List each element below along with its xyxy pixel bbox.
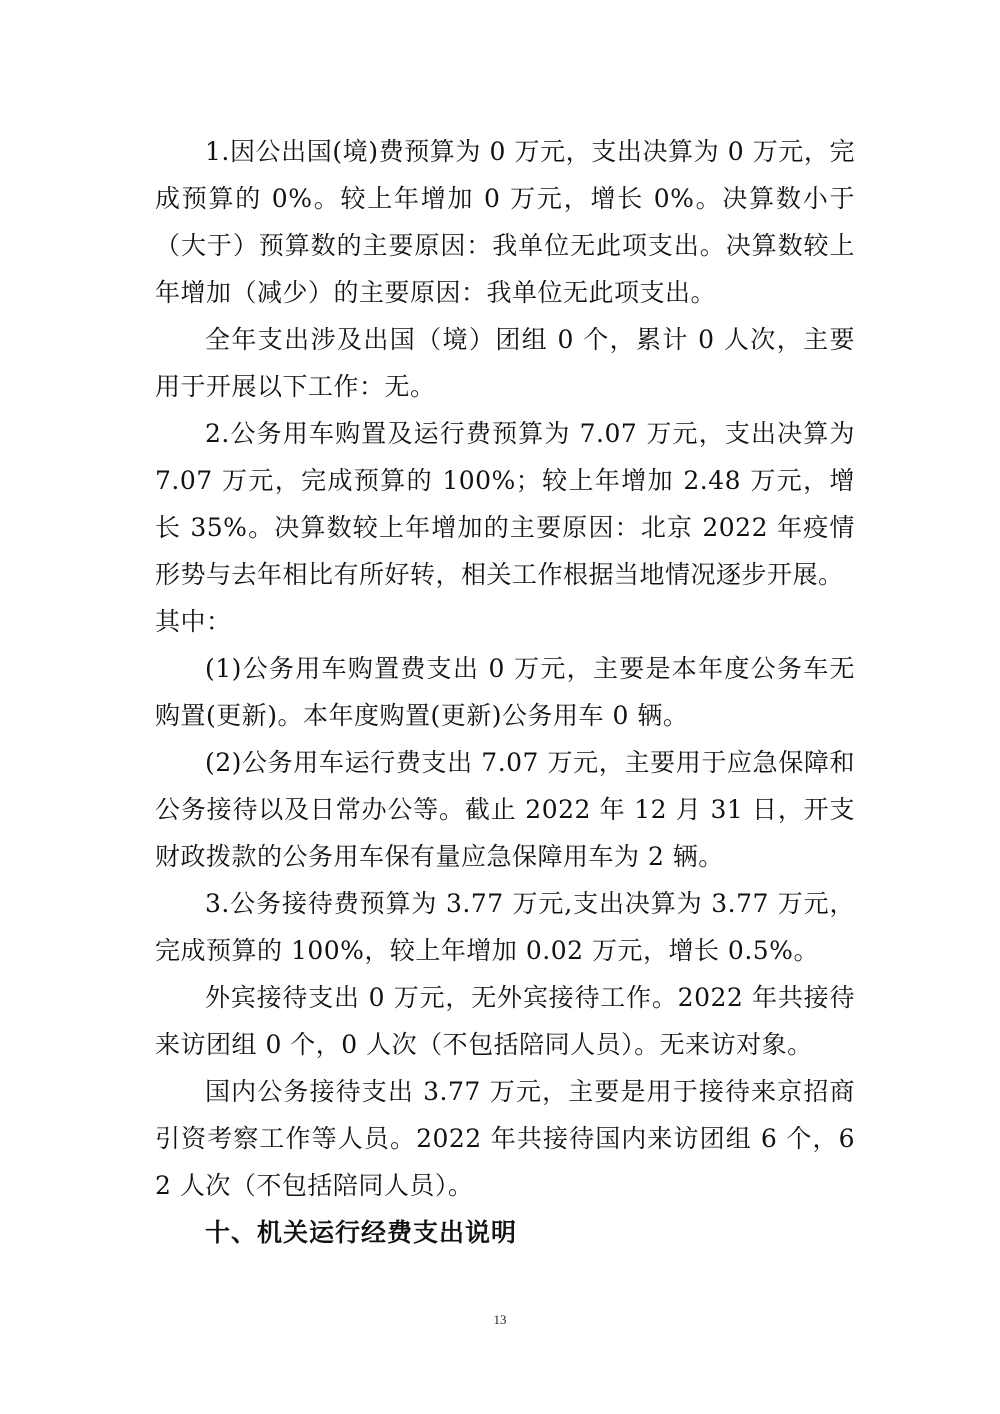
paragraph-overseas-groups: 全年支出涉及出国（境）团组 0 个，累计 0 人次，主要用于开展以下工作：无。 — [155, 325, 855, 401]
section-heading: 十、机关运行经费支出说明 — [205, 1218, 518, 1247]
paragraph-vehicle-costs: 2.公务用车购置及运行费预算为 7.07 万元，支出决算为 7.07 万元，完成预算的 100%；较上年增加 2.48 万元，增长 35%。决算数较上年增加的主要原因：北京 2022 年疫情形势与去年相比有所好转，相关工作根据当地情况逐步开展。 — [155, 419, 855, 589]
paragraph-overseas-travel: 1.因公出国(境)费预算为 0 万元，支出决算为 0 万元，完成预算的 0%。较上年增加 0 万元，增长 0%。决算数小于（大于）预算数的主要原因：我单位无此项支出。决算数较上年增加（减少）的主要原因：我单位无此项支出。 — [155, 137, 855, 307]
paragraph-foreign-reception: 外宾接待支出 0 万元，无外宾接待工作。2022 年共接待来访团组 0 个，0 人次（不包括陪同人员）。无来访对象。 — [155, 983, 855, 1059]
paragraph-among-which: 其中： — [155, 607, 232, 636]
document-body — [155, 128, 855, 1256]
paragraph-domestic-reception: 国内公务接待支出 3.77 万元，主要是用于接待来京招商引资考察工作等人员。2022 年共接待国内来访团组 6 个，62 人次（不包括陪同人员）。 — [155, 1077, 855, 1200]
paragraph-vehicle-purchase: (1)公务用车购置费支出 0 万元，主要是本年度公务车无购置(更新)。本年度购置(更新)公务用车 0 辆。 — [155, 654, 855, 730]
paragraph-vehicle-operation: (2)公务用车运行费支出 7.07 万元，主要用于应急保障和公务接待以及日常办公等。截止 2022 年 12 月 31 日，开支财政拨款的公务用车保有量应急保障用车为 2 辆。 — [155, 748, 855, 871]
paragraph-reception-costs: 3.公务接待费预算为 3.77 万元,支出决算为 3.77 万元，完成预算的 100%，较上年增加 0.02 万元，增长 0.5%。 — [155, 889, 855, 965]
page-number: 13 — [493, 1312, 507, 1327]
